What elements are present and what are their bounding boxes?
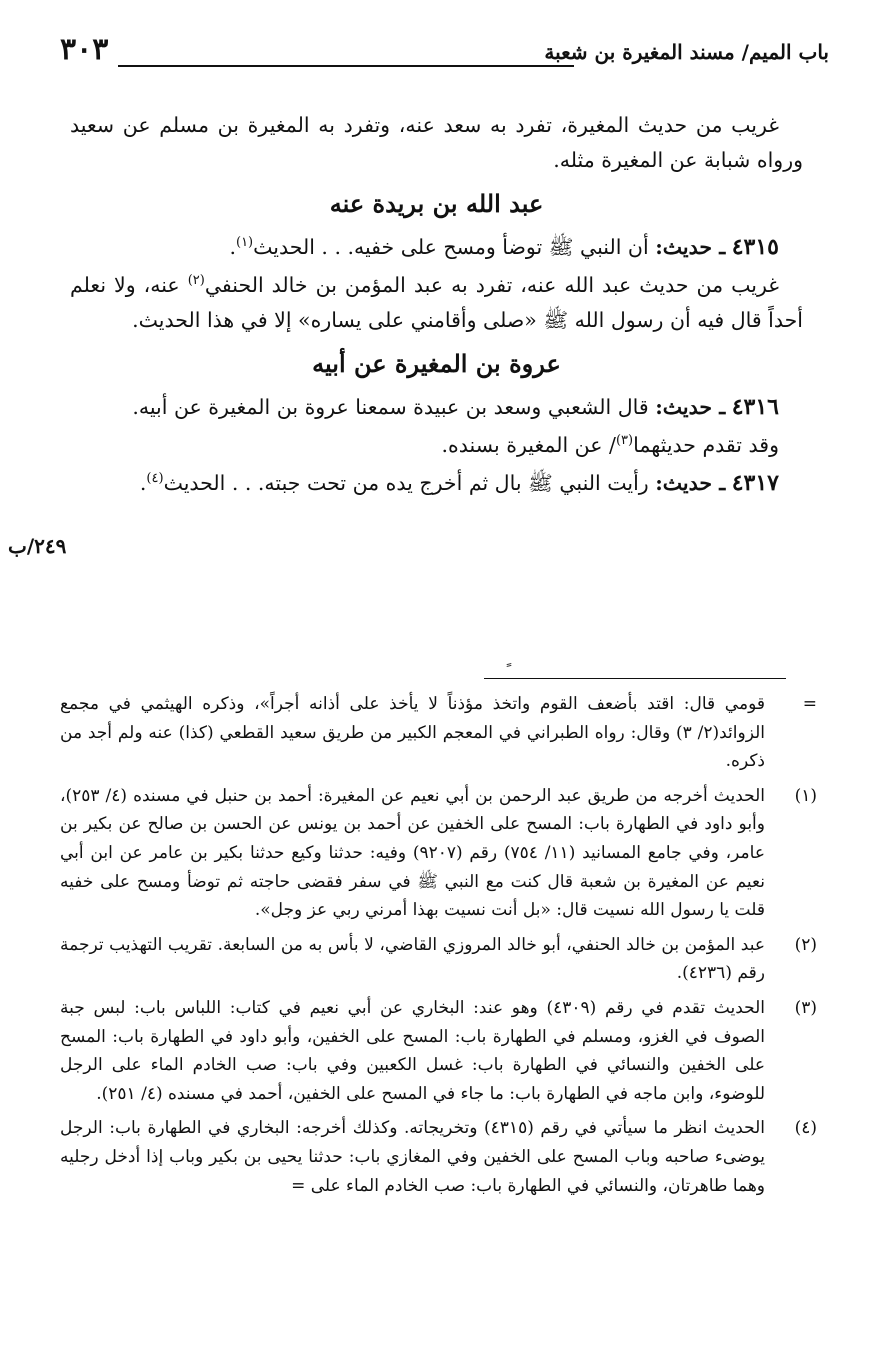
hadith-number: ٤٣١٦ (731, 394, 779, 420)
paragraph-3 (70, 428, 803, 463)
hadith-end: . (139, 471, 147, 495)
section-heading-1: عبد الله بن بريدة عنه (329, 189, 544, 218)
hadith-4316 (70, 390, 803, 425)
hadith-number: ٤٣١٥ (731, 234, 779, 260)
footnote-ref-3: (٣) (615, 433, 634, 449)
section-heading-2: عروة بن المغيرة عن أبيه (312, 349, 561, 378)
footnote-marker: (٢) (794, 934, 817, 955)
footnote-ref-2: (٢) (187, 273, 205, 289)
hadith-label: ـ حديث: (655, 395, 726, 419)
hadith-label: ـ حديث: (655, 471, 726, 495)
footnote-2 (60, 931, 817, 988)
footnote-text: الحديث تقدم في رقم (٤٣٠٩) وهو عند: البخاري عن أبي نعيم في كتاب: اللباس باب: لبس جبة الصوف في الغزو، ومسلم في الطهارة باب: المسح على الخفين، وأبو داود في الطهارة باب: المسح على الخفين والنسائي في الطهارة باب: غسل الكعبين وفي باب: صب الخادم الماء على الرجل للوضوء، وابن ماجه في الطهارة باب: ما جاء في المسح على الخفين، أحمد في مسنده (٤/ ٢٥١). (60, 997, 766, 1104)
paragraph-3-part1: وقد تقدم حديثهما (633, 433, 779, 457)
paragraph-2-part2: عنه، ولا نعلم أحداً قال فيه أن رسول الله ﷺ «صلى وأقامني على يساره» إلا في هذا الحديث. (70, 273, 803, 332)
page-header (60, 30, 829, 75)
footnote-3 (60, 994, 817, 1108)
footnote-separator (484, 678, 786, 679)
footnote-marker: (٤) (794, 1118, 817, 1139)
footnote-text: الحديث أخرجه من طريق عبد الرحمن بن أبي نعيم عن المغيرة: أحمد بن حنبل في مسنده (٤/ ٢٥٣)، وأبو داود في الطهارة باب: المسح على الخفين عن أحمد بن يونس عن الحسن بن صالح عن بكير بن عامر، وفي جامع المسانيد (١١/ ٧٥٤) رقم (٩٢٠٧) وفيه: حدثنا وكيع حدثنا بكير بن عامر عن ابن أبي نعيم عن المغيرة بن شعبة قال كنت مع النبي ﷺ في سفر فقضى حاجته ثم توضأ ومسح على خفيه قلت يا رسول الله نسيت قال: «بل أنت نسيت بهذا أمرني ربي عز وجل». (60, 785, 765, 921)
footnote-marker: (١) (794, 785, 817, 806)
manuscript-folio-note: ٢٤٩/ب (8, 534, 67, 558)
footnote-text: الحديث انظر ما سيأتي في رقم (٤٣١٥) وتخريجاته. وكذلك أخرجه: البخاري في الطهارة باب: الرجل يوضىء صاحبه وباب المسح على الخفين وفي المغازي باب: حدثنا يحيى بن بكير وباب إذا أدخل رجليه وهما طاهرتان، والنسائي في الطهارة باب: صب الخادم الماء على = (60, 1118, 765, 1196)
hadith-text: رأيت النبي ﷺ بال ثم أخرج يده من تحت جبته. . . الحديث (163, 471, 649, 495)
header-rule (118, 65, 574, 67)
hadith-text: أن النبي ﷺ توضأ ومسح على خفيه. . . الحديث (253, 235, 649, 259)
paragraph-2 (70, 268, 803, 338)
hadith-text: قال الشعبي وسعد بن عبيدة سمعنا عروة بن المغيرة عن أبيه. (132, 395, 649, 419)
main-text (70, 108, 803, 504)
footnotes (60, 690, 817, 1206)
paragraph-2-part1: غريب من حديث عبد الله عنه، تفرد به عبد المؤمن بن خالد الحنفي (204, 273, 779, 297)
footnote-1 (60, 782, 817, 925)
footnote-text: عبد المؤمن بن خالد الحنفي، أبو خالد المروزي القاضي، لا بأس به من السابعة. تقريب التهذيب ترجمة رقم (٤٢٣٦). (60, 934, 765, 984)
footnote-marker: = (802, 694, 817, 714)
footnote-text: قومي قال: اقتد بأضعف القوم واتخذ مؤذناً لا يأخذ على أذانه أجراً»، وذكره الهيثمي في مجمع الزوائد(٢/ ٣) وقال: رواه الطبراني في المعجم الكبير من طريق سعيد القطعي (كذا) عنه ولم أجد من ذكره. (60, 694, 765, 772)
page-number: ٣٠٣ (60, 32, 109, 67)
footnote-continued (60, 690, 817, 776)
paragraph-1: غريب من حديث المغيرة، تفرد به سعد عنه، وتفرد به المغيرة بن مسلم عن سعيد ورواه شبابة عن المغيرة مثله. (70, 113, 803, 172)
hadith-label: ـ حديث: (655, 235, 726, 259)
footnote-4 (60, 1114, 817, 1200)
hadith-4315: ٤٣١٥ ـ حديث: أن النبي ﷺ توضأ ومسح على خفيه. . . الحديث$^{(١)}$. (229, 234, 779, 260)
footnote-ref-4: (٤) (146, 471, 164, 487)
running-title: باب الميم/ مسند المغيرة بن شعبة (544, 40, 829, 64)
hadith-4317 (70, 466, 803, 501)
footnote-ref-1: (١) (235, 235, 254, 251)
hadith-number: ٤٣١٧ (731, 470, 779, 496)
footnote-marker: (٣) (794, 997, 817, 1018)
paragraph-3-part2: / عن المغيرة بسنده. (441, 433, 616, 457)
